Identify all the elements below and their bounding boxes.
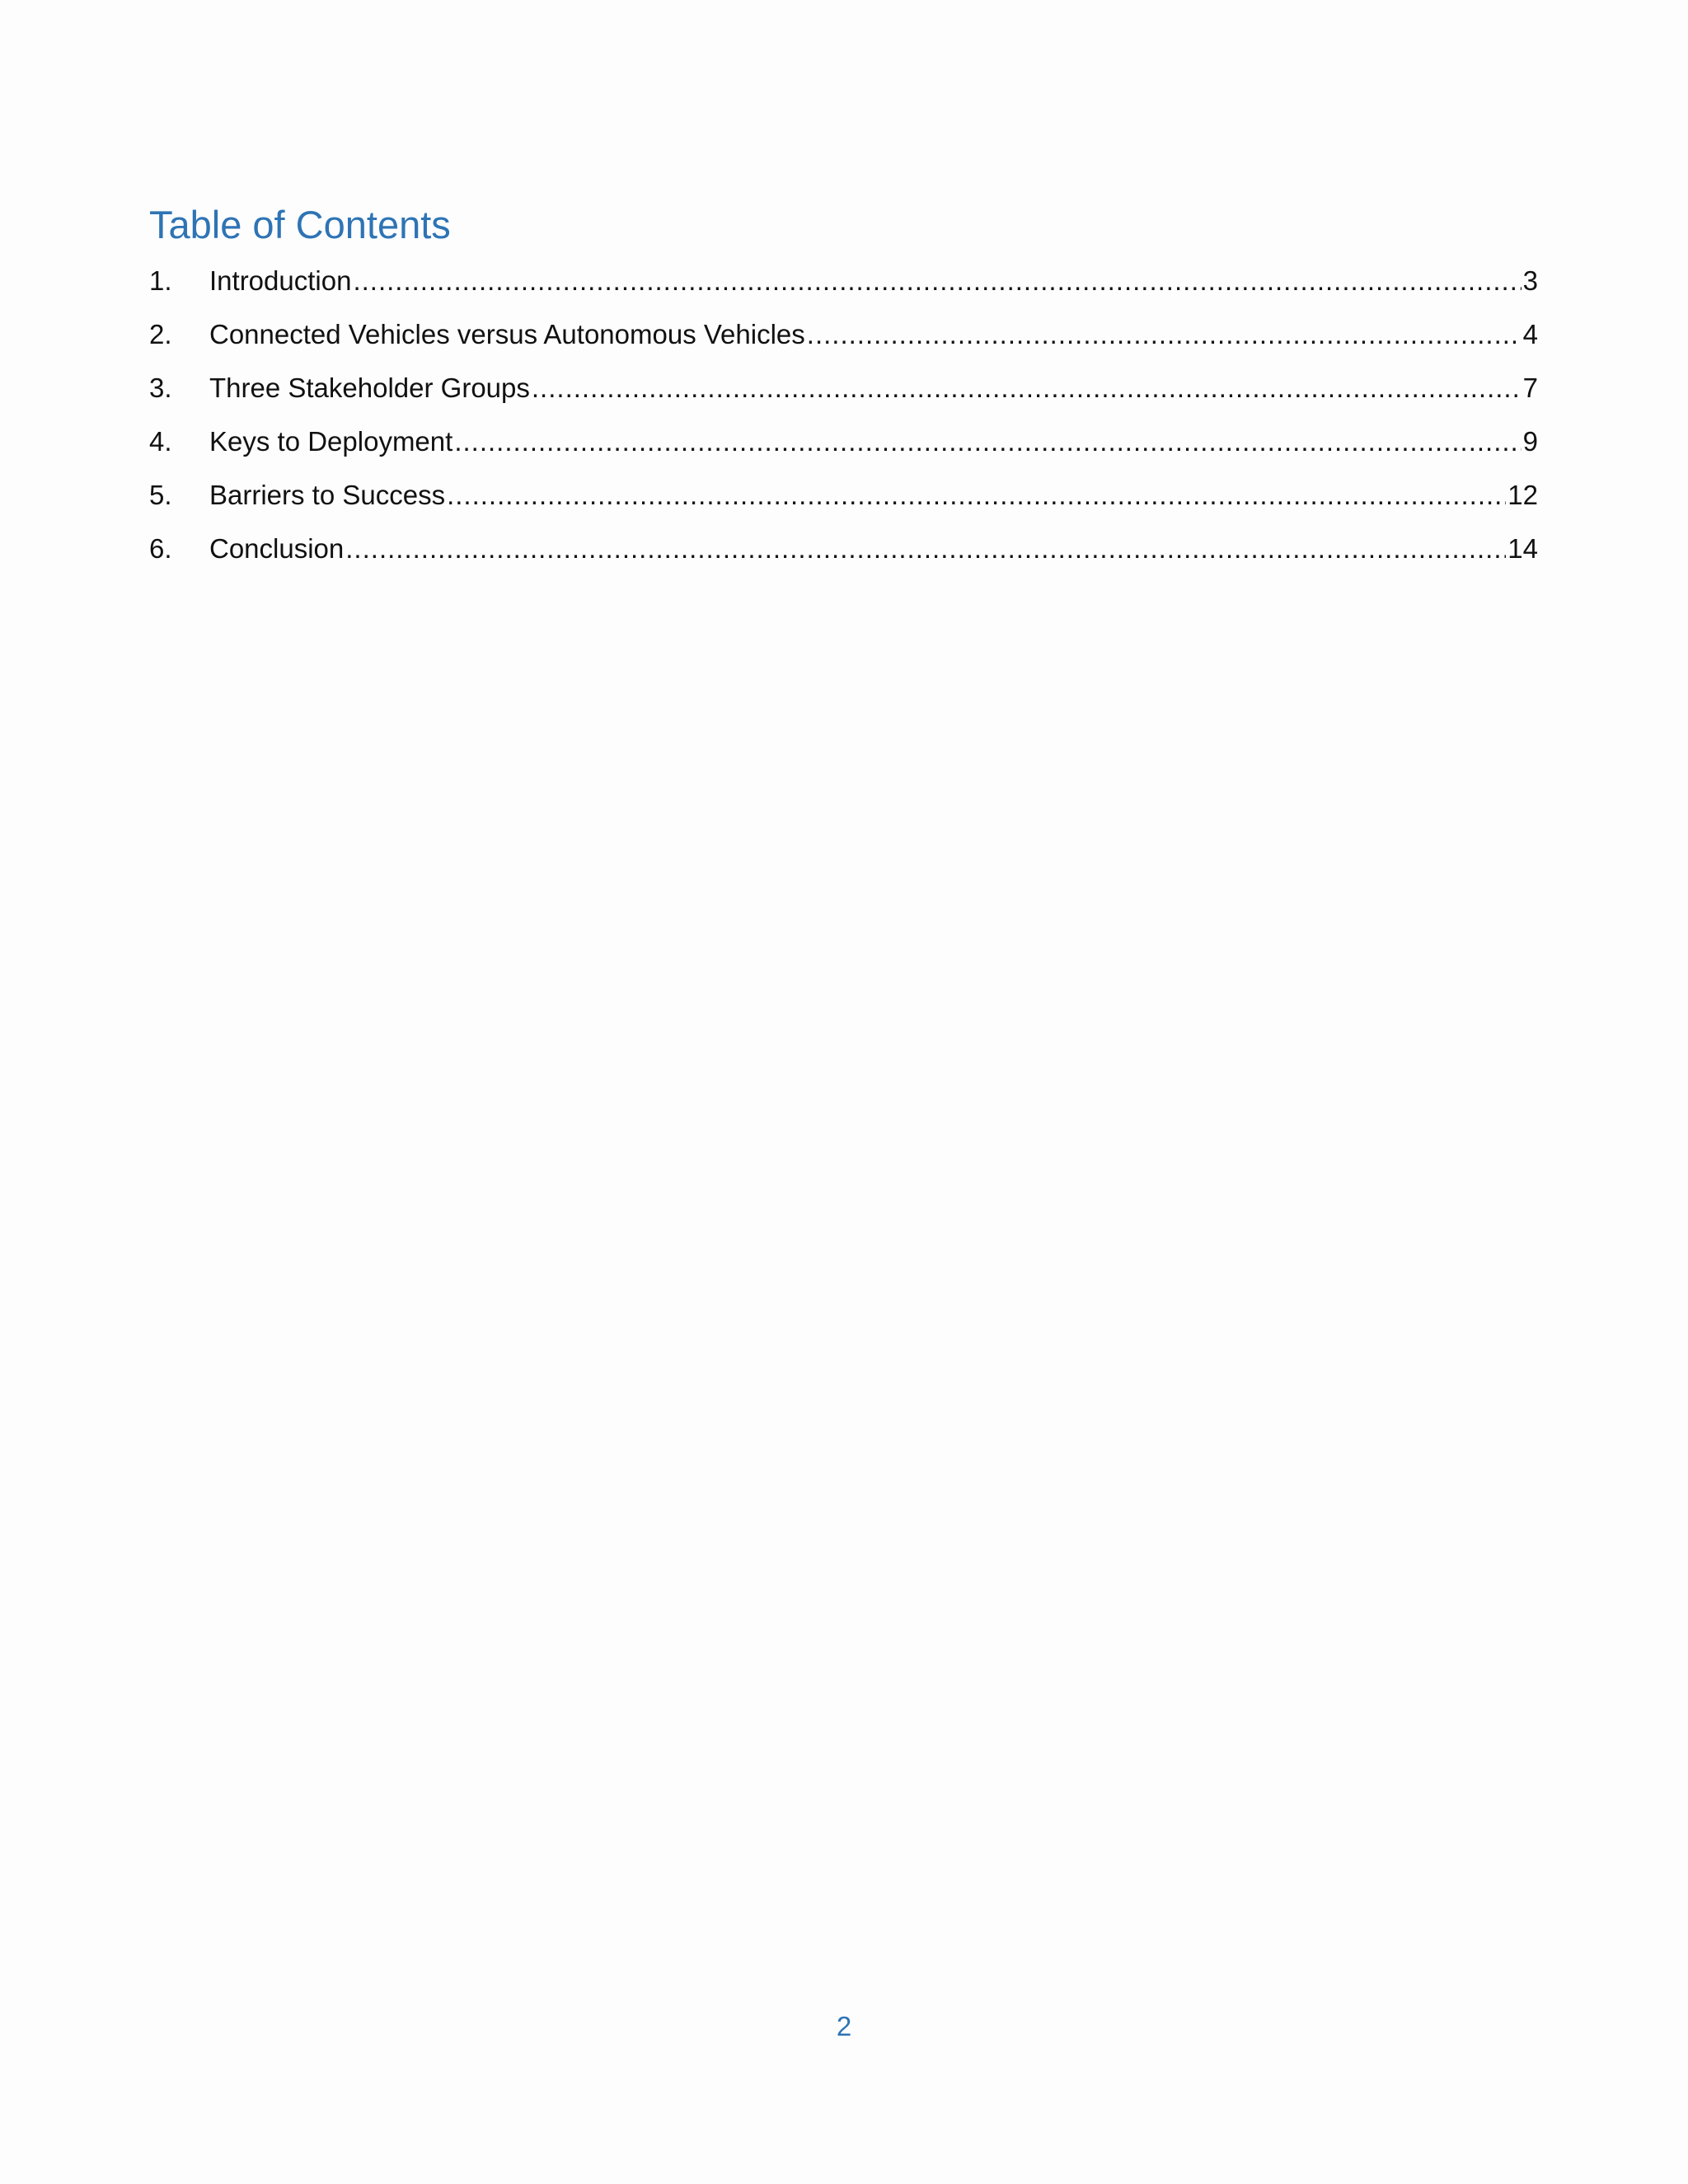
toc-entry-number: 6.	[149, 532, 172, 564]
toc-entry-connected-vs-autonomous[interactable]	[149, 307, 1538, 361]
toc-dot-leader	[807, 319, 1522, 350]
toc-dot-leader	[532, 373, 1522, 404]
toc-entry-number: 3.	[149, 372, 172, 403]
toc-entry-page: 3	[1522, 265, 1538, 296]
page-number: 2	[836, 2011, 852, 2041]
toc-entry-page: 14	[1507, 532, 1538, 564]
toc-entry-number: 5.	[149, 479, 172, 510]
toc-entry-number: 2.	[149, 318, 172, 349]
toc-entry-number: 1.	[149, 265, 172, 296]
toc-entry-title: Conclusion	[209, 532, 345, 564]
toc-entry-stakeholder-groups[interactable]	[149, 361, 1538, 415]
toc-entry-title: Barriers to Success	[209, 479, 446, 510]
toc-entry-title: Introduction	[209, 265, 352, 296]
toc-entry-barriers-to-success[interactable]	[149, 468, 1538, 522]
toc-dot-leader	[353, 265, 1521, 297]
toc-dot-leader	[454, 426, 1521, 457]
toc-entry-number: 4.	[149, 425, 172, 457]
toc-entry-introduction[interactable]	[149, 254, 1538, 307]
toc-entry-page: 7	[1522, 372, 1538, 403]
toc-entry-title: Keys to Deployment	[209, 425, 453, 457]
toc-entry-title: Connected Vehicles versus Autonomous Vehicles	[209, 318, 805, 349]
toc-title: Table of Contents	[149, 203, 451, 246]
toc-entry-page: 4	[1522, 318, 1538, 349]
toc-entry-page: 12	[1507, 479, 1538, 510]
toc-dot-leader	[447, 480, 1506, 511]
toc-entry-conclusion[interactable]	[149, 522, 1538, 575]
toc-entry-page: 9	[1522, 425, 1538, 457]
toc-entry-title: Three Stakeholder Groups	[209, 372, 530, 403]
toc-list	[149, 254, 1538, 575]
toc-dot-leader	[345, 533, 1506, 565]
toc-entry-keys-to-deployment[interactable]	[149, 415, 1538, 468]
